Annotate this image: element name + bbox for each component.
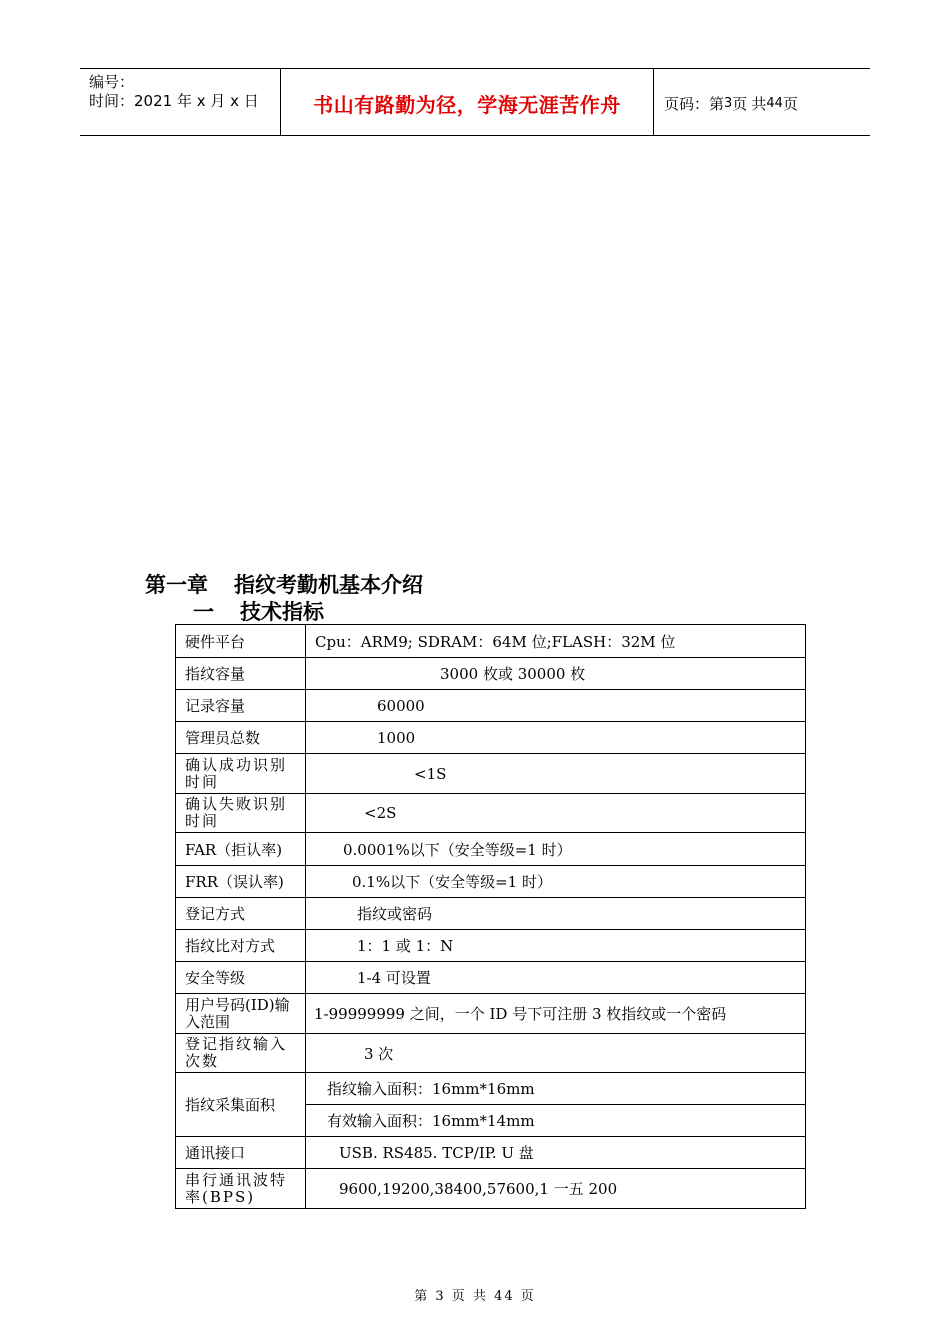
spec-value: USB. RS485. TCP/IP. U 盘 [306,1137,806,1169]
spec-value: 1000 [306,722,806,754]
spec-value: 有效输入面积：16mm*14mm [306,1105,806,1137]
table-row [176,833,806,866]
header-page-info [654,69,870,135]
page-footer [0,1285,950,1304]
spec-value: 1-4 可设置 [306,962,806,994]
table-row [176,866,806,898]
table-row [176,1137,806,1169]
footer-total-label: 共 [472,1289,488,1304]
document-number-label: 编号： [89,73,135,91]
spec-label: FAR（拒认率) [176,833,306,866]
spec-value: 0.1%以下（安全等级=1 时） [306,866,806,898]
header-total-label: 共 [751,94,767,113]
spec-label: 通讯接口 [176,1137,306,1169]
table-row [176,722,806,754]
spec-value: 3000 枚或 30000 枚 [306,658,806,690]
footer-total-pages: 44 [494,1289,515,1304]
table-row [176,625,806,658]
spec-value: 1：1 或 1：N [306,930,806,962]
spec-value: 60000 [306,690,806,722]
table-row [176,930,806,962]
table-row [176,994,806,1034]
spec-value: <1S [306,754,806,794]
spec-value: 指纹或密码 [306,898,806,930]
spec-label: 管理员总数 [176,722,306,754]
header-motto: 书山有路勤为径，学海无涯苦作舟 [281,69,654,135]
table-row [176,1169,806,1209]
section-heading [193,598,324,626]
spec-label: 记录容量 [176,690,306,722]
section-title: 技术指标 [240,600,324,624]
header-meta [80,69,281,135]
header-total-pages: 44 [766,95,783,111]
spec-value: 3 次 [306,1034,806,1073]
page-header [80,68,870,136]
spec-table [175,624,806,1209]
chapter-number: 第一章 [145,573,208,597]
table-row [176,690,806,722]
header-total-suffix: 页 [782,94,798,113]
table-row [176,1073,806,1105]
table-row [176,898,806,930]
document-date: 时间：2021 年 x 月 x 日 [89,92,259,110]
footer-page-number: 3 [435,1289,446,1304]
spec-label: FRR（误认率) [176,866,306,898]
spec-value: 0.0001%以下（安全等级=1 时） [306,833,806,866]
spec-label: 安全等级 [176,962,306,994]
footer-page-suffix: 页 [451,1289,467,1304]
spec-label: 登记指纹输入次数 [176,1034,306,1073]
spec-label: 指纹比对方式 [176,930,306,962]
spec-value: 1-99999999 之间，一个 ID 号下可注册 3 枚指纹或一个密码 [306,994,806,1034]
spec-label: 指纹容量 [176,658,306,690]
spec-label: 确认成功识别时间 [176,754,306,794]
section-number: 一 [193,600,214,624]
footer-prefix: 第 [414,1289,430,1304]
header-page-of: 页 [732,94,748,113]
spec-label: 指纹采集面积 [176,1073,306,1137]
spec-value: 9600,19200,38400,57600,1 一五 200 [306,1169,806,1209]
chapter-heading [145,571,423,599]
header-page-number: 3 [724,95,733,111]
table-row [176,794,806,833]
spec-label: 用户号码(ID)输入范围 [176,994,306,1034]
table-row [176,962,806,994]
spec-label: 串行通讯波特率(BPS) [176,1169,306,1209]
chapter-title: 指纹考勤机基本介绍 [234,573,423,597]
table-row [176,658,806,690]
header-page-label: 页码：第 [664,94,725,113]
table-row [176,1034,806,1073]
spec-label: 登记方式 [176,898,306,930]
spec-value: 指纹输入面积：16mm*16mm [306,1073,806,1105]
table-row [176,754,806,794]
spec-label: 确认失败识别时间 [176,794,306,833]
footer-total-suffix: 页 [520,1289,536,1304]
spec-value: Cpu：ARM9; SDRAM：64M 位;FLASH：32M 位 [306,625,806,658]
spec-value: <2S [306,794,806,833]
spec-label: 硬件平台 [176,625,306,658]
